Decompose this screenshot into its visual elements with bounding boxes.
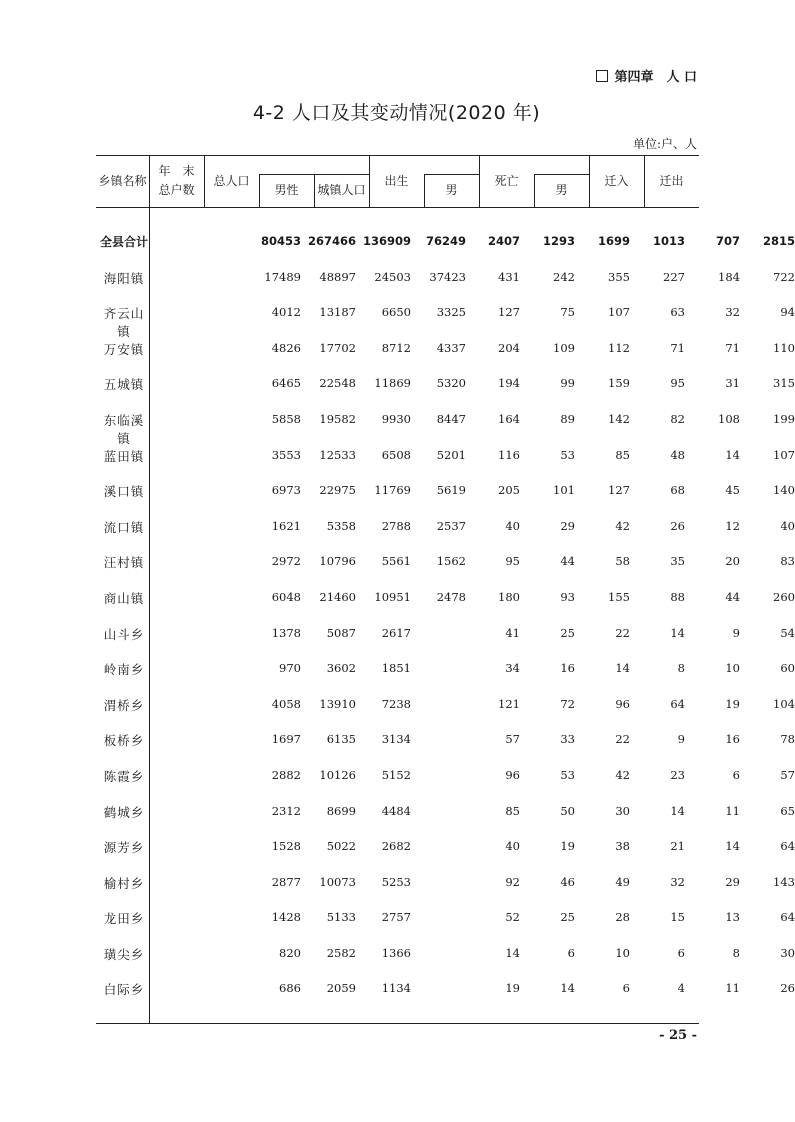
row-value: 2478	[436, 589, 466, 604]
table-row	[96, 865, 795, 901]
row-name: 板桥乡	[103, 733, 145, 749]
table-header-rule	[96, 207, 699, 208]
table-row	[96, 580, 795, 616]
row-value: 136909	[362, 234, 411, 248]
row-value: 42	[615, 767, 630, 782]
row-value: 142	[608, 411, 630, 426]
row-value: 112	[608, 340, 630, 355]
table-row	[96, 544, 795, 580]
row-value: 31	[725, 376, 740, 391]
row-value: 80453	[260, 234, 301, 248]
header-subrule	[534, 174, 589, 175]
row-value: 6	[677, 945, 685, 960]
row-value: 707	[715, 234, 740, 248]
total-row	[96, 224, 795, 260]
row-value: 2682	[381, 839, 411, 854]
table-row	[96, 794, 795, 830]
row-value: 14	[725, 839, 740, 854]
row-value: 205	[498, 483, 520, 498]
row-value: 10073	[319, 874, 356, 889]
table-row	[96, 687, 795, 723]
row-value: 11869	[374, 376, 411, 391]
row-value: 110	[773, 340, 795, 355]
row-value: 10	[725, 661, 740, 676]
row-value: 17489	[264, 269, 301, 284]
row-value: 14	[670, 803, 685, 818]
row-value: 92	[505, 874, 520, 889]
row-value: 48	[670, 447, 685, 462]
row-value: 88	[670, 589, 685, 604]
square-icon	[596, 70, 608, 82]
row-value: 5858	[271, 411, 301, 426]
row-value: 54	[780, 625, 795, 640]
header-in: 迁入	[604, 174, 629, 188]
row-value: 14	[725, 447, 740, 462]
row-value: 95	[505, 554, 520, 569]
row-value: 315	[773, 376, 795, 391]
row-value: 63	[670, 305, 685, 320]
row-value: 1851	[381, 661, 411, 676]
row-value: 1528	[271, 839, 301, 854]
row-value: 2407	[487, 234, 520, 248]
row-value: 104	[773, 696, 795, 711]
page-title: 4-2 人口及其变动情况(2020 年)	[252, 102, 541, 124]
row-value: 4058	[271, 696, 301, 711]
row-value: 109	[553, 340, 575, 355]
row-value: 23	[670, 767, 685, 782]
row-name: 商山镇	[103, 590, 145, 606]
row-value: 15	[670, 910, 685, 925]
row-value: 28	[615, 910, 630, 925]
row-value: 127	[608, 483, 630, 498]
row-name: 万安镇	[103, 341, 145, 357]
row-value: 1562	[436, 554, 466, 569]
row-value: 53	[560, 767, 575, 782]
row-value: 95	[670, 376, 685, 391]
row-value: 2312	[271, 803, 301, 818]
row-value: 68	[670, 483, 685, 498]
row-value: 3553	[271, 447, 301, 462]
row-value: 89	[560, 411, 575, 426]
row-value: 96	[505, 767, 520, 782]
table-row	[96, 651, 795, 687]
row-value: 2582	[326, 945, 356, 960]
row-name: 渭桥乡	[103, 697, 145, 713]
row-value: 14	[615, 661, 630, 676]
header-out: 迁出	[659, 174, 684, 188]
row-name: 五城镇	[103, 377, 145, 393]
row-value: 5201	[436, 447, 466, 462]
row-value: 60	[780, 661, 795, 676]
row-value: 184	[718, 269, 740, 284]
row-value: 14	[505, 945, 520, 960]
row-value: 8712	[381, 340, 411, 355]
row-value: 10	[615, 945, 630, 960]
row-value: 30	[780, 945, 795, 960]
row-value: 127	[498, 305, 520, 320]
row-value: 71	[670, 340, 685, 355]
row-value: 6465	[271, 376, 301, 391]
row-value: 164	[498, 411, 520, 426]
row-name: 白际乡	[103, 982, 145, 998]
row-value: 2972	[271, 554, 301, 569]
row-value: 26	[670, 518, 685, 533]
table-row	[96, 260, 795, 296]
row-value: 19582	[319, 411, 356, 426]
row-value: 2617	[381, 625, 411, 640]
row-value: 40	[780, 518, 795, 533]
table-row	[96, 509, 795, 545]
row-value: 159	[608, 376, 630, 391]
row-value: 1428	[271, 910, 301, 925]
chapter-header	[596, 66, 697, 85]
row-value: 107	[773, 447, 795, 462]
row-value: 96	[615, 696, 630, 711]
row-value: 6	[567, 945, 575, 960]
row-name: 榆村乡	[103, 875, 145, 891]
row-value: 32	[725, 305, 740, 320]
row-value: 6135	[326, 732, 356, 747]
header-deaths-male: 男	[555, 183, 568, 197]
row-value: 1134	[381, 981, 411, 996]
row-value: 260	[773, 589, 795, 604]
row-name: 鹤城乡	[103, 804, 145, 820]
row-value: 2877	[271, 874, 301, 889]
row-name: 溪口镇	[103, 484, 145, 500]
row-name: 龙田乡	[103, 911, 145, 927]
row-value: 108	[718, 411, 740, 426]
row-value: 180	[498, 589, 520, 604]
table-row	[96, 900, 795, 936]
row-value: 30	[615, 803, 630, 818]
row-value: 10126	[319, 767, 356, 782]
row-value: 48897	[319, 269, 356, 284]
row-value: 13910	[319, 696, 356, 711]
row-value: 143	[773, 874, 795, 889]
table-row	[96, 366, 795, 402]
row-value: 24503	[374, 269, 411, 284]
row-value: 29	[560, 518, 575, 533]
row-value: 242	[553, 269, 575, 284]
row-value: 121	[498, 696, 520, 711]
row-value: 64	[780, 910, 795, 925]
row-value: 46	[560, 874, 575, 889]
row-name: 蓝田镇	[103, 448, 145, 464]
row-value: 5619	[436, 483, 466, 498]
row-value: 267466	[307, 234, 356, 248]
row-value: 58	[615, 554, 630, 569]
row-value: 42	[615, 518, 630, 533]
table-row	[96, 616, 795, 652]
row-value: 5087	[326, 625, 356, 640]
row-value: 5358	[326, 518, 356, 533]
row-value: 52	[505, 910, 520, 925]
row-value: 33	[560, 732, 575, 747]
row-value: 5133	[326, 910, 356, 925]
row-value: 22548	[319, 376, 356, 391]
row-value: 5022	[326, 839, 356, 854]
row-value: 5561	[381, 554, 411, 569]
row-value: 686	[279, 981, 301, 996]
row-value: 29	[725, 874, 740, 889]
row-value: 6	[622, 981, 630, 996]
row-name: 汪村镇	[103, 555, 145, 571]
row-value: 6508	[381, 447, 411, 462]
row-value: 21	[670, 839, 685, 854]
row-value: 1366	[381, 945, 411, 960]
row-value: 25	[560, 625, 575, 640]
row-value: 72	[560, 696, 575, 711]
row-value: 4012	[271, 305, 301, 320]
unit-label: 单位:户、人	[632, 137, 697, 151]
row-name: 东临溪镇	[103, 412, 145, 446]
table-row	[96, 473, 795, 509]
row-value: 71	[725, 340, 740, 355]
row-value: 8447	[436, 411, 466, 426]
header-births-male: 男	[445, 183, 458, 197]
row-value: 4484	[381, 803, 411, 818]
table-body	[96, 224, 795, 1007]
row-value: 75	[560, 305, 575, 320]
row-value: 93	[560, 589, 575, 604]
row-name: 流口镇	[103, 519, 145, 535]
row-value: 6048	[271, 589, 301, 604]
header-male: 男性	[274, 183, 299, 197]
row-value: 2882	[271, 767, 301, 782]
row-value: 6	[732, 767, 740, 782]
row-value: 4337	[436, 340, 466, 355]
row-value: 10796	[319, 554, 356, 569]
row-value: 41	[505, 625, 520, 640]
row-value: 14	[670, 625, 685, 640]
row-value: 83	[780, 554, 795, 569]
row-value: 6973	[271, 483, 301, 498]
row-value: 65	[780, 803, 795, 818]
header-subrule	[259, 174, 369, 175]
row-value: 3602	[326, 661, 356, 676]
row-value: 970	[279, 661, 301, 676]
row-value: 64	[670, 696, 685, 711]
table-row	[96, 331, 795, 367]
row-value: 1621	[271, 518, 301, 533]
row-value: 101	[553, 483, 575, 498]
row-value: 26	[780, 981, 795, 996]
row-value: 107	[608, 305, 630, 320]
row-value: 10951	[374, 589, 411, 604]
row-name: 璜尖乡	[103, 946, 145, 962]
row-value: 57	[780, 767, 795, 782]
row-value: 2757	[381, 910, 411, 925]
row-value: 116	[498, 447, 520, 462]
row-value: 11	[725, 803, 740, 818]
row-value: 13187	[319, 305, 356, 320]
page-number: - 25 -	[659, 1028, 697, 1043]
row-value: 64	[780, 839, 795, 854]
row-value: 85	[615, 447, 630, 462]
row-name: 源芳乡	[103, 840, 145, 856]
row-value: 85	[505, 803, 520, 818]
row-value: 820	[279, 945, 301, 960]
chapter-label: 第四章 人 口	[614, 70, 697, 85]
row-value: 17702	[319, 340, 356, 355]
row-value: 355	[608, 269, 630, 284]
row-value: 9	[732, 625, 740, 640]
row-value: 99	[560, 376, 575, 391]
row-value: 14	[560, 981, 575, 996]
row-name: 海阳镇	[103, 270, 145, 286]
table-row	[96, 438, 795, 474]
row-value: 34	[505, 661, 520, 676]
row-value: 1697	[271, 732, 301, 747]
row-value: 53	[560, 447, 575, 462]
row-value: 155	[608, 589, 630, 604]
row-value: 2815	[762, 234, 795, 248]
row-value: 11	[725, 981, 740, 996]
row-value: 25	[560, 910, 575, 925]
row-value: 199	[773, 411, 795, 426]
row-name: 岭南乡	[103, 662, 145, 678]
row-value: 44	[725, 589, 740, 604]
row-value: 6650	[381, 305, 411, 320]
row-value: 22975	[319, 483, 356, 498]
row-value: 227	[663, 269, 685, 284]
row-value: 12	[725, 518, 740, 533]
row-value: 50	[560, 803, 575, 818]
row-value: 1378	[271, 625, 301, 640]
row-value: 3134	[381, 732, 411, 747]
header-households-line2: 总户数	[158, 183, 195, 197]
row-value: 16	[560, 661, 575, 676]
row-value: 5320	[436, 376, 466, 391]
row-value: 40	[505, 839, 520, 854]
row-value: 8699	[326, 803, 356, 818]
row-value: 5152	[381, 767, 411, 782]
row-value: 1013	[652, 234, 685, 248]
row-value: 12533	[319, 447, 356, 462]
row-value: 431	[498, 269, 520, 284]
row-value: 76249	[425, 234, 466, 248]
row-value: 22	[615, 625, 630, 640]
table-row	[96, 829, 795, 865]
row-value: 49	[615, 874, 630, 889]
row-value: 194	[498, 376, 520, 391]
row-value: 8	[677, 661, 685, 676]
header-households-line1: 年 末	[158, 164, 195, 178]
row-value: 38	[615, 839, 630, 854]
header-deaths: 死亡	[494, 174, 519, 188]
row-value: 8	[732, 945, 740, 960]
row-value: 37423	[429, 269, 466, 284]
row-value: 35	[670, 554, 685, 569]
table-top-rule	[96, 155, 699, 156]
header-births: 出生	[384, 174, 409, 188]
row-value: 9	[677, 732, 685, 747]
row-value: 5253	[381, 874, 411, 889]
row-value: 57	[505, 732, 520, 747]
row-value: 32	[670, 874, 685, 889]
row-value: 3325	[436, 305, 466, 320]
row-value: 19	[560, 839, 575, 854]
row-value: 9930	[381, 411, 411, 426]
row-value: 1293	[542, 234, 575, 248]
table-row	[96, 936, 795, 972]
table-bottom-rule	[96, 1023, 699, 1024]
row-value: 20	[725, 554, 740, 569]
row-value: 19	[505, 981, 520, 996]
row-name: 全县合计	[100, 235, 149, 249]
header-urban: 城镇人口	[317, 183, 366, 197]
table-row	[96, 971, 795, 1007]
row-value: 44	[560, 554, 575, 569]
row-value: 82	[670, 411, 685, 426]
row-value: 2537	[436, 518, 466, 533]
header-population: 总人口	[213, 174, 250, 188]
row-name: 山斗乡	[103, 626, 145, 642]
row-value: 19	[725, 696, 740, 711]
row-value: 16	[725, 732, 740, 747]
row-value: 204	[498, 340, 520, 355]
row-value: 2788	[381, 518, 411, 533]
table-row	[96, 295, 795, 340]
table-row	[96, 758, 795, 794]
row-value: 13	[725, 910, 740, 925]
row-value: 1699	[597, 234, 630, 248]
row-name: 陈霞乡	[103, 768, 145, 784]
row-value: 4826	[271, 340, 301, 355]
row-value: 40	[505, 518, 520, 533]
row-value: 4	[677, 981, 685, 996]
row-name: 齐云山镇	[103, 306, 145, 340]
row-value: 21460	[319, 589, 356, 604]
row-value: 7238	[381, 696, 411, 711]
row-value: 11769	[374, 483, 411, 498]
row-value: 22	[615, 732, 630, 747]
row-value: 140	[773, 483, 795, 498]
table-row	[96, 722, 795, 758]
header-name: 乡镇名称	[98, 174, 147, 188]
row-value: 45	[725, 483, 740, 498]
table-row	[96, 402, 795, 446]
header-subrule	[424, 174, 479, 175]
row-value: 78	[780, 732, 795, 747]
row-value: 722	[773, 269, 795, 284]
row-value: 94	[780, 305, 795, 320]
row-value: 2059	[326, 981, 356, 996]
